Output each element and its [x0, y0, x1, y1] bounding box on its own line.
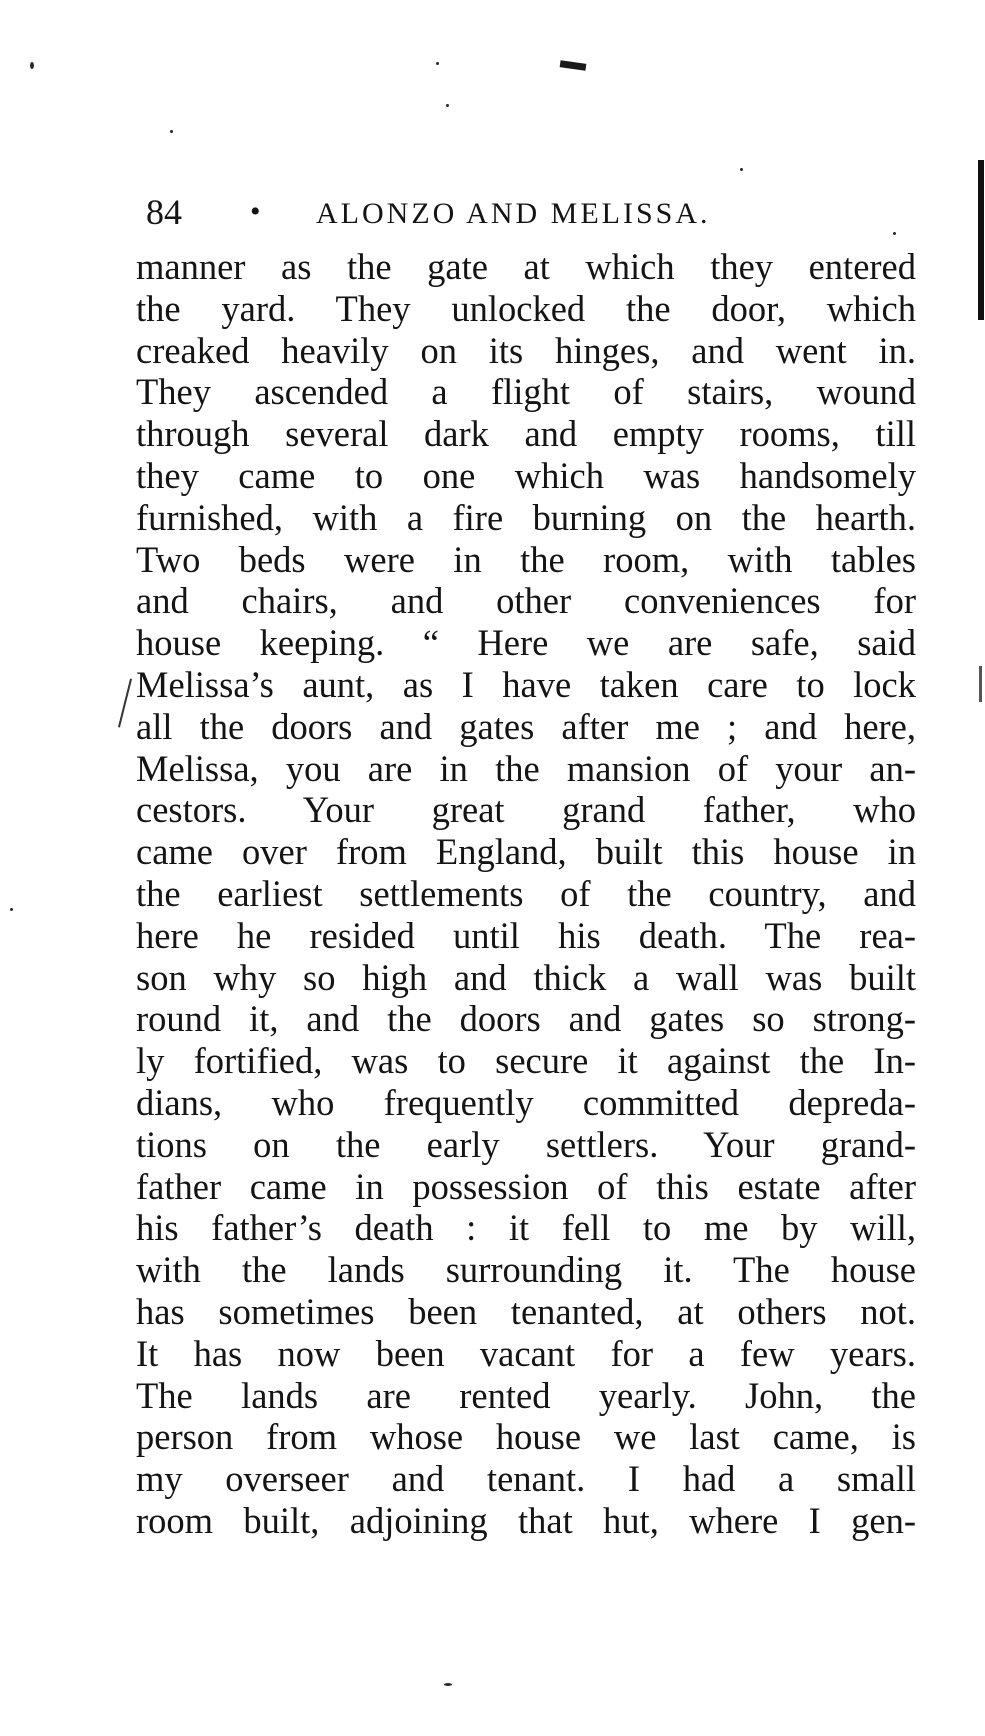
- ink-speck: [436, 62, 439, 65]
- page-edge-mark: [978, 160, 984, 320]
- page-number: 84: [146, 192, 182, 232]
- ink-speck: [170, 130, 173, 133]
- text-line: through several dark and empty rooms, till: [136, 413, 916, 455]
- ink-speck: [30, 62, 34, 69]
- text-line: creaked heavily on its hinges, and went in.: [136, 329, 916, 371]
- text-line: The lands are rented yearly. John, the: [136, 1374, 916, 1416]
- ink-speck: [10, 908, 13, 911]
- text-line: son why so high and thick a wall was built: [136, 956, 916, 998]
- text-line: my overseer and tenant. I had a small: [136, 1458, 916, 1500]
- text-line: and chairs, and other conveniences for: [136, 580, 916, 622]
- text-line: here he resided until his death. The rea-: [136, 914, 916, 956]
- text-line: the earliest settlements of the country, and: [136, 872, 916, 914]
- text-line: father came in possession of this estate after: [136, 1165, 916, 1207]
- text-line: has sometimes been tenanted, at others not.: [136, 1290, 916, 1332]
- text-line: manner as the gate at which they entered: [136, 246, 916, 287]
- margin-pencil-stroke: [118, 679, 132, 728]
- ink-speck: [893, 232, 896, 235]
- text-line: Melissa, you are in the mansion of your an-: [136, 747, 916, 789]
- text-line: room built, adjoining that hut, where I gen-: [136, 1499, 916, 1541]
- text-line: round it, and the doors and gates so strong-: [136, 998, 916, 1040]
- text-line: It has now been vacant for a few years.: [136, 1332, 916, 1374]
- text-line: his father’s death : it fell to me by will,: [136, 1207, 916, 1249]
- text-line: Two beds were in the room, with tables: [136, 538, 916, 580]
- text-line: with the lands surrounding it. The house: [136, 1249, 916, 1291]
- text-line: the yard. They unlocked the door, which: [136, 287, 916, 329]
- ink-speck: [444, 1683, 452, 1686]
- text-line: cestors. Your great grand father, who: [136, 789, 916, 831]
- header-separator: •: [250, 195, 261, 228]
- text-line: Melissa’s aunt, as I have taken care to lock: [136, 663, 916, 705]
- text-line: ly fortified, was to secure it against the In-: [136, 1040, 916, 1082]
- text-line: house keeping. “ Here we are safe, said: [136, 622, 916, 664]
- page-edge-mark-small: [979, 666, 982, 702]
- body-text: [136, 246, 916, 1542]
- text-line: person from whose house we last came, is: [136, 1416, 916, 1458]
- running-header: [146, 190, 766, 234]
- text-line: they came to one which was handsomely: [136, 454, 916, 496]
- text-line: all the doors and gates after me ; and here,: [136, 705, 916, 747]
- ink-speck-top: [560, 60, 587, 71]
- text-line: furnished, with a fire burning on the hearth.: [136, 496, 916, 538]
- ink-speck: [446, 104, 449, 107]
- text-line: came over from England, built this house in: [136, 831, 916, 873]
- text-line: dians, who frequently committed depreda-: [136, 1081, 916, 1123]
- running-title: ALONZO AND MELISSA.: [316, 197, 711, 230]
- text-line: They ascended a flight of stairs, wound: [136, 371, 916, 413]
- text-line: tions on the early settlers. Your grand-: [136, 1123, 916, 1165]
- ink-speck: [740, 168, 743, 171]
